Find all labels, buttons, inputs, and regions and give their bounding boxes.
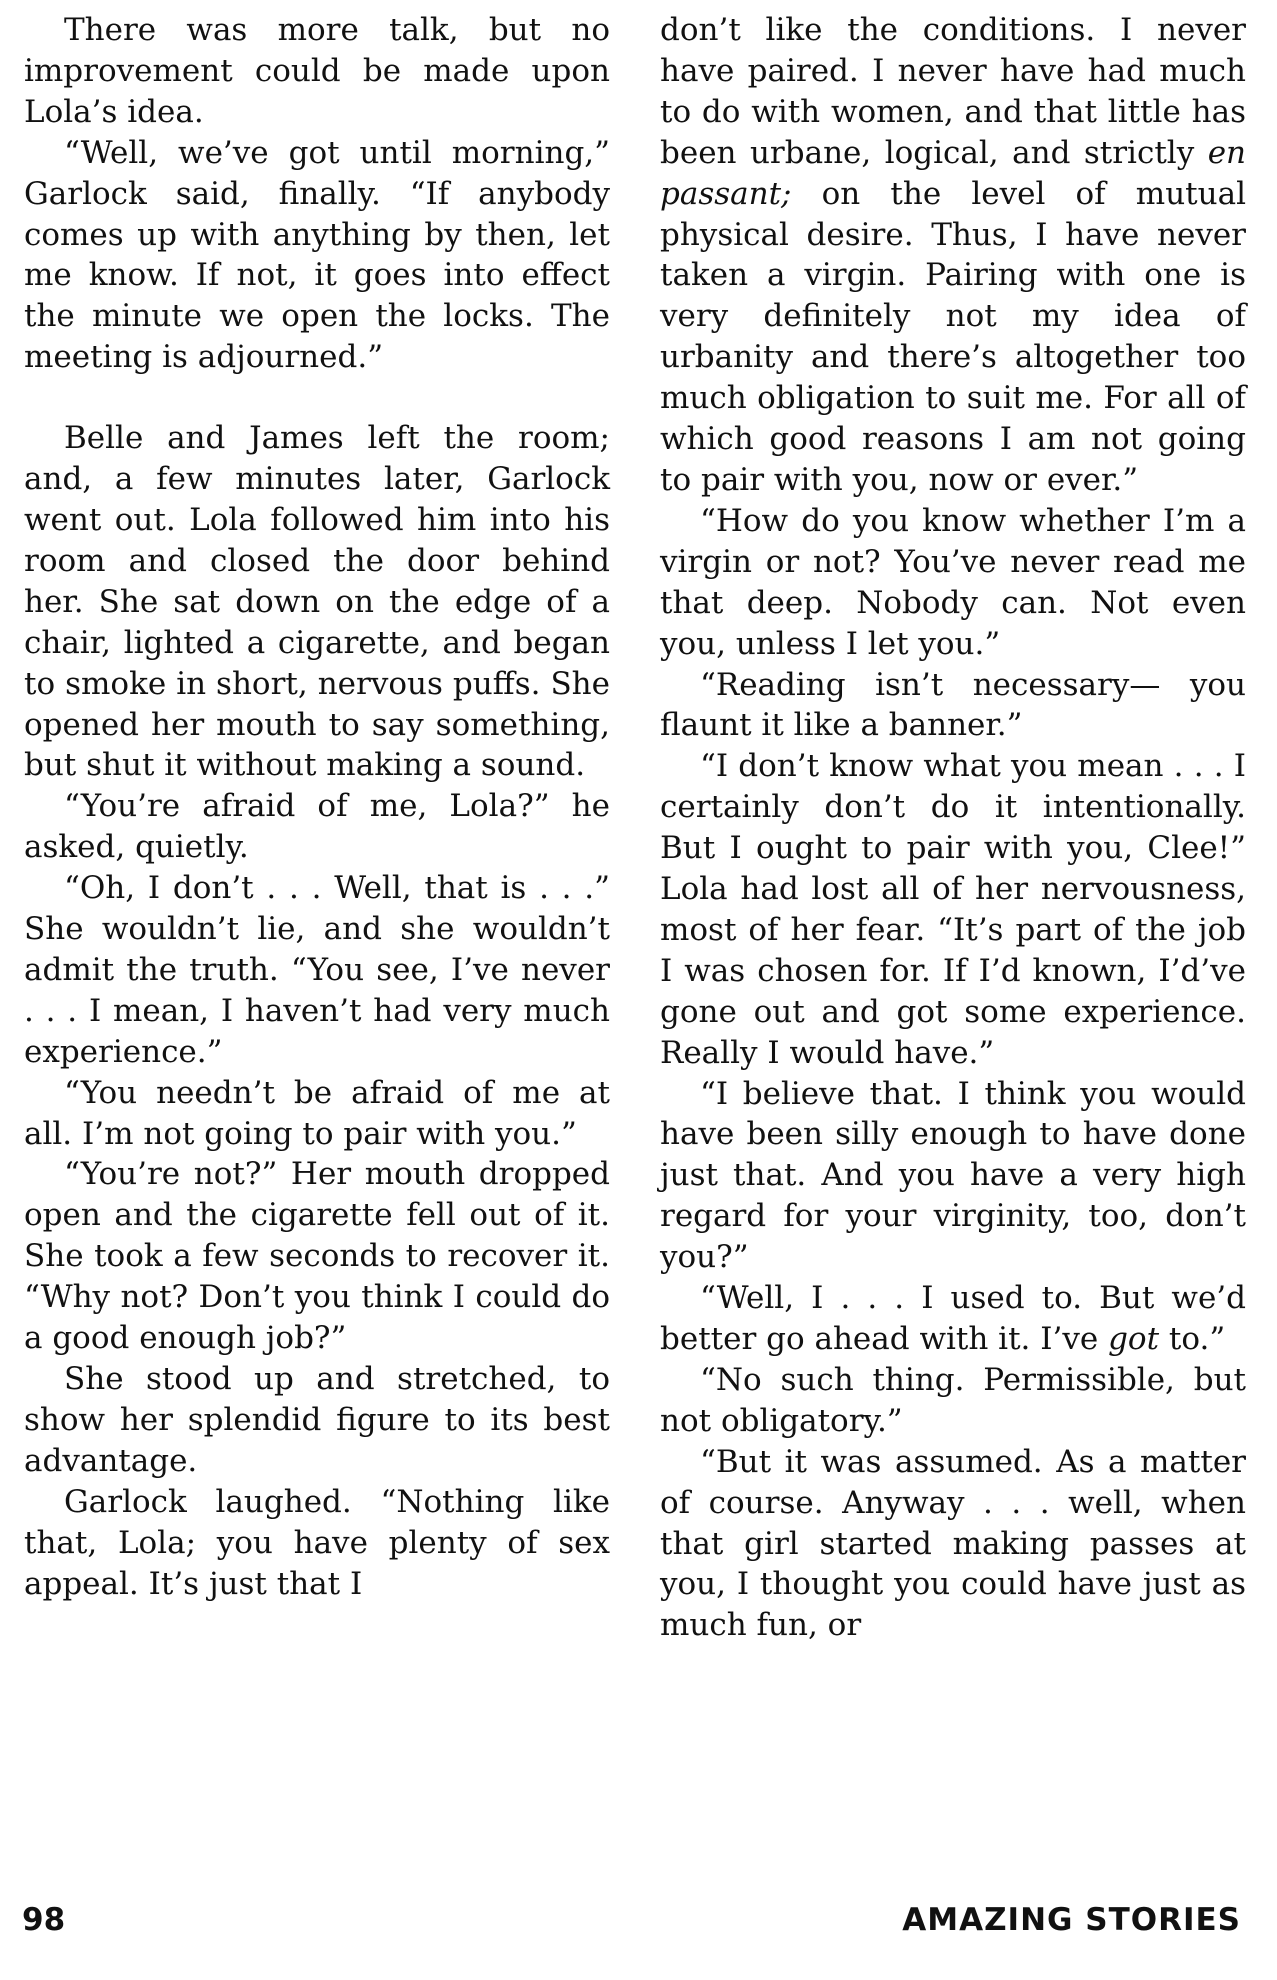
text-run: to.” <box>1159 1321 1226 1357</box>
magazine-title: AMAZING STORIES <box>902 1902 1241 1938</box>
paragraph: “You’re not?” Her mouth dropped open and the cigarette fell out of it. She took a few seconds to recover it. “Why not? Don’t you think I could do a good enough job?” <box>24 1156 610 1357</box>
paragraph: “Well, we’ve got until morning,” Garlock said, finally. “If anybody comes up with anything by then, let me know. If not, it goes into effect the minute we open the locks. The meeting is adjourned.” <box>24 134 610 376</box>
paragraph: “You’re afraid of me, Lola?” he asked, quietly. <box>24 788 610 866</box>
page-number: 98 <box>22 1902 66 1938</box>
italic-word: got <box>1108 1321 1160 1357</box>
paragraph: There was more talk, but no improvement could be made upon Lola’s idea. <box>24 12 610 130</box>
paragraph: “How do you know whether I’m a virgin or not? You’ve never read me that deep. Nobody can. Not even you, unless I let you.” <box>660 502 1246 662</box>
text-run: don’t like the conditions. I never have paired. I never have had much to do with women, and that little has been urbane, logical, and strictly <box>660 12 1246 171</box>
page-footer <box>22 1902 1241 1952</box>
paragraph-continued <box>660 10 1246 501</box>
paragraph: “You needn’t be afraid of me at all. I’m not going to pair with you.” <box>24 1074 610 1152</box>
paragraph: Belle and James left the room; and, a few minutes later, Garlock went out. Lola followed him into his room and closed the door behind her. She sat down on the edge of a chair, lighted a cigarette, and began to smoke in short, nervous puffs. She opened her mouth to say something, but shut it without making a sound. <box>24 420 610 784</box>
text-run: “Well, I . . . I used to. But we’d better go ahead with it. I’ve <box>660 1280 1246 1357</box>
italic-phrase: en passant; <box>660 134 1246 212</box>
left-text-column <box>24 10 610 1604</box>
paragraph: “No such thing. Permissible, but not obligatory.” <box>660 1361 1246 1439</box>
paragraph: “Reading isn’t necessary— you flaunt it like a banner.” <box>660 666 1246 744</box>
paragraph: “Oh, I don’t . . . Well, that is . . .” She wouldn’t lie, and she wouldn’t admit the truth. “You see, I’ve never . . . I mean, I haven’t had very much experience.” <box>24 870 610 1070</box>
text-run: on the level of mutual physical desire. Thus, I have never taken a virgin. Pairing with one is very definitely not my idea of urbanity and there’s altogether too much obligation to suit me. For all of which good reasons I am not going to pair with you, now or ever.” <box>660 175 1246 498</box>
paragraph: Garlock laughed. “Nothing like that, Lola; you have plenty of sex appeal. It’s just that I <box>24 1483 610 1602</box>
paragraph: “I believe that. I think you would have been silly enough to have done just that. And you have a very high regard for your virginity, too, don’t you?” <box>660 1075 1246 1276</box>
paragraph: “I don’t know what you mean . . . I certainly don’t do it intentionally. But I ought to pair with you, Clee!” Lola had lost all of her nervousness, most of her fear. “It’s part of the job I was chosen for. If I’d known, I’d’ve gone out and got some experience. Really I would have.” <box>660 748 1246 1071</box>
paragraph <box>660 1278 1246 1360</box>
paragraph: “But it was assumed. As a matter of course. Anyway . . . well, when that girl started making passes at you, I thought you could have just as much fun, or <box>660 1443 1246 1644</box>
paragraph: She stood up and stretched, to show her splendid figure to its best advantage. <box>24 1361 610 1479</box>
right-text-column <box>660 10 1246 1646</box>
